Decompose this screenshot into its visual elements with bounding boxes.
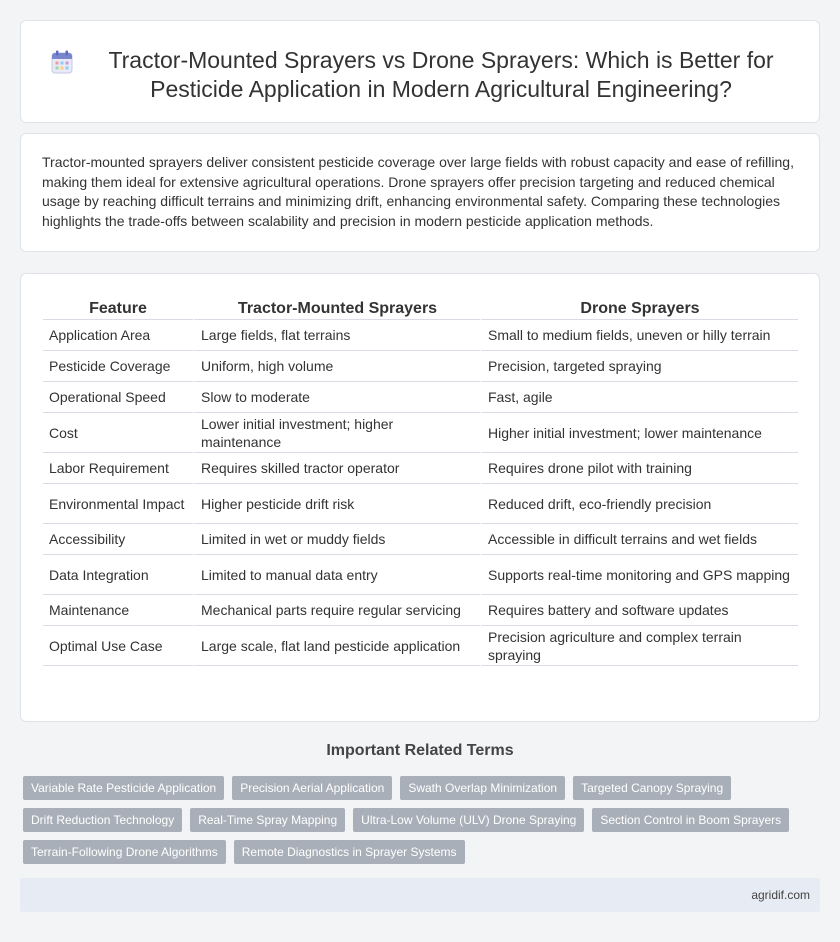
tractor-cell: Uniform, high volume — [193, 351, 480, 382]
table-row — [43, 595, 798, 626]
drone-cell: Fast, agile — [480, 382, 798, 413]
related-term-tag[interactable]: Drift Reduction Technology — [23, 808, 182, 832]
feature-cell: Labor Requirement — [43, 453, 193, 484]
table-header-row — [43, 294, 798, 320]
table-row — [43, 626, 798, 666]
feature-cell: Cost — [43, 413, 193, 453]
related-term-tag[interactable]: Terrain-Following Drone Algorithms — [23, 840, 226, 864]
drone-cell: Small to medium fields, uneven or hilly terrain — [480, 320, 798, 351]
drone-cell: Requires drone pilot with training — [480, 453, 798, 484]
header-feature: Feature — [43, 294, 193, 320]
calendar-icon — [51, 50, 73, 74]
related-term-tag[interactable]: Remote Diagnostics in Sprayer Systems — [234, 840, 465, 864]
tractor-cell: Lower initial investment; higher maintenance — [193, 413, 480, 453]
related-term-tag[interactable]: Targeted Canopy Spraying — [573, 776, 731, 800]
related-term-tag[interactable]: Ultra-Low Volume (ULV) Drone Spraying — [353, 808, 584, 832]
table-row — [43, 555, 798, 595]
related-term-tag[interactable]: Real-Time Spray Mapping — [190, 808, 345, 832]
tractor-cell: Mechanical parts require regular servicing — [193, 595, 480, 626]
footer-site-link[interactable]: agridif.com — [751, 888, 810, 902]
related-term-tag[interactable]: Section Control in Boom Sprayers — [592, 808, 789, 832]
tractor-cell: Limited in wet or muddy fields — [193, 524, 480, 555]
table-row — [43, 453, 798, 484]
tractor-cell: Slow to moderate — [193, 382, 480, 413]
tractor-cell: Large scale, flat land pesticide application — [193, 626, 480, 666]
table-row — [43, 484, 798, 524]
tractor-cell: Limited to manual data entry — [193, 555, 480, 595]
title-card — [20, 20, 820, 123]
header-tractor: Tractor-Mounted Sprayers — [193, 294, 480, 320]
feature-cell: Operational Speed — [43, 382, 193, 413]
header-drone: Drone Sprayers — [480, 294, 798, 320]
feature-cell: Data Integration — [43, 555, 193, 595]
intro-paragraph: Tractor-mounted sprayers deliver consistent pesticide coverage over large fields with robust capacity and ease of refilling, making them ideal for extensive agricultural operations. Drone sprayers offer precision targeting and reduced chemical usage by reaching difficult terrains and minimizing drift, enhancing environmental safety. Comparing these technologies highlights the trade-offs between scalability and precision in modern pesticide application methods. — [42, 154, 794, 229]
drone-cell: Reduced drift, eco-friendly precision — [480, 484, 798, 524]
feature-cell: Optimal Use Case — [43, 626, 193, 666]
related-term-tag[interactable]: Variable Rate Pesticide Application — [23, 776, 224, 800]
feature-cell: Accessibility — [43, 524, 193, 555]
related-terms-heading: Important Related Terms — [326, 742, 514, 759]
page-title: Tractor-Mounted Sprayers vs Drone Sprayers: Which is Better for Pesticide Application in Modern Agricultural Engineering? — [108, 47, 774, 102]
feature-cell: Environmental Impact — [43, 484, 193, 524]
drone-cell: Precision, targeted spraying — [480, 351, 798, 382]
comparison-table — [43, 294, 798, 666]
drone-cell: Higher initial investment; lower maintenance — [480, 413, 798, 453]
tractor-cell: Large fields, flat terrains — [193, 320, 480, 351]
tractor-cell: Higher pesticide drift risk — [193, 484, 480, 524]
footer — [20, 878, 820, 912]
table-row — [43, 351, 798, 382]
feature-cell: Maintenance — [43, 595, 193, 626]
table-row — [43, 320, 798, 351]
tractor-cell: Requires skilled tractor operator — [193, 453, 480, 484]
drone-cell: Precision agriculture and complex terrain spraying — [480, 626, 798, 666]
feature-cell: Application Area — [43, 320, 193, 351]
intro-card — [20, 133, 820, 252]
related-term-tag[interactable]: Swath Overlap Minimization — [400, 776, 565, 800]
table-row — [43, 382, 798, 413]
table-row — [43, 413, 798, 453]
drone-cell: Supports real-time monitoring and GPS mapping — [480, 555, 798, 595]
feature-cell: Pesticide Coverage — [43, 351, 193, 382]
table-row — [43, 524, 798, 555]
related-terms-list — [23, 776, 823, 864]
comparison-card — [20, 273, 820, 722]
drone-cell: Accessible in difficult terrains and wet fields — [480, 524, 798, 555]
drone-cell: Requires battery and software updates — [480, 595, 798, 626]
related-term-tag[interactable]: Precision Aerial Application — [232, 776, 392, 800]
